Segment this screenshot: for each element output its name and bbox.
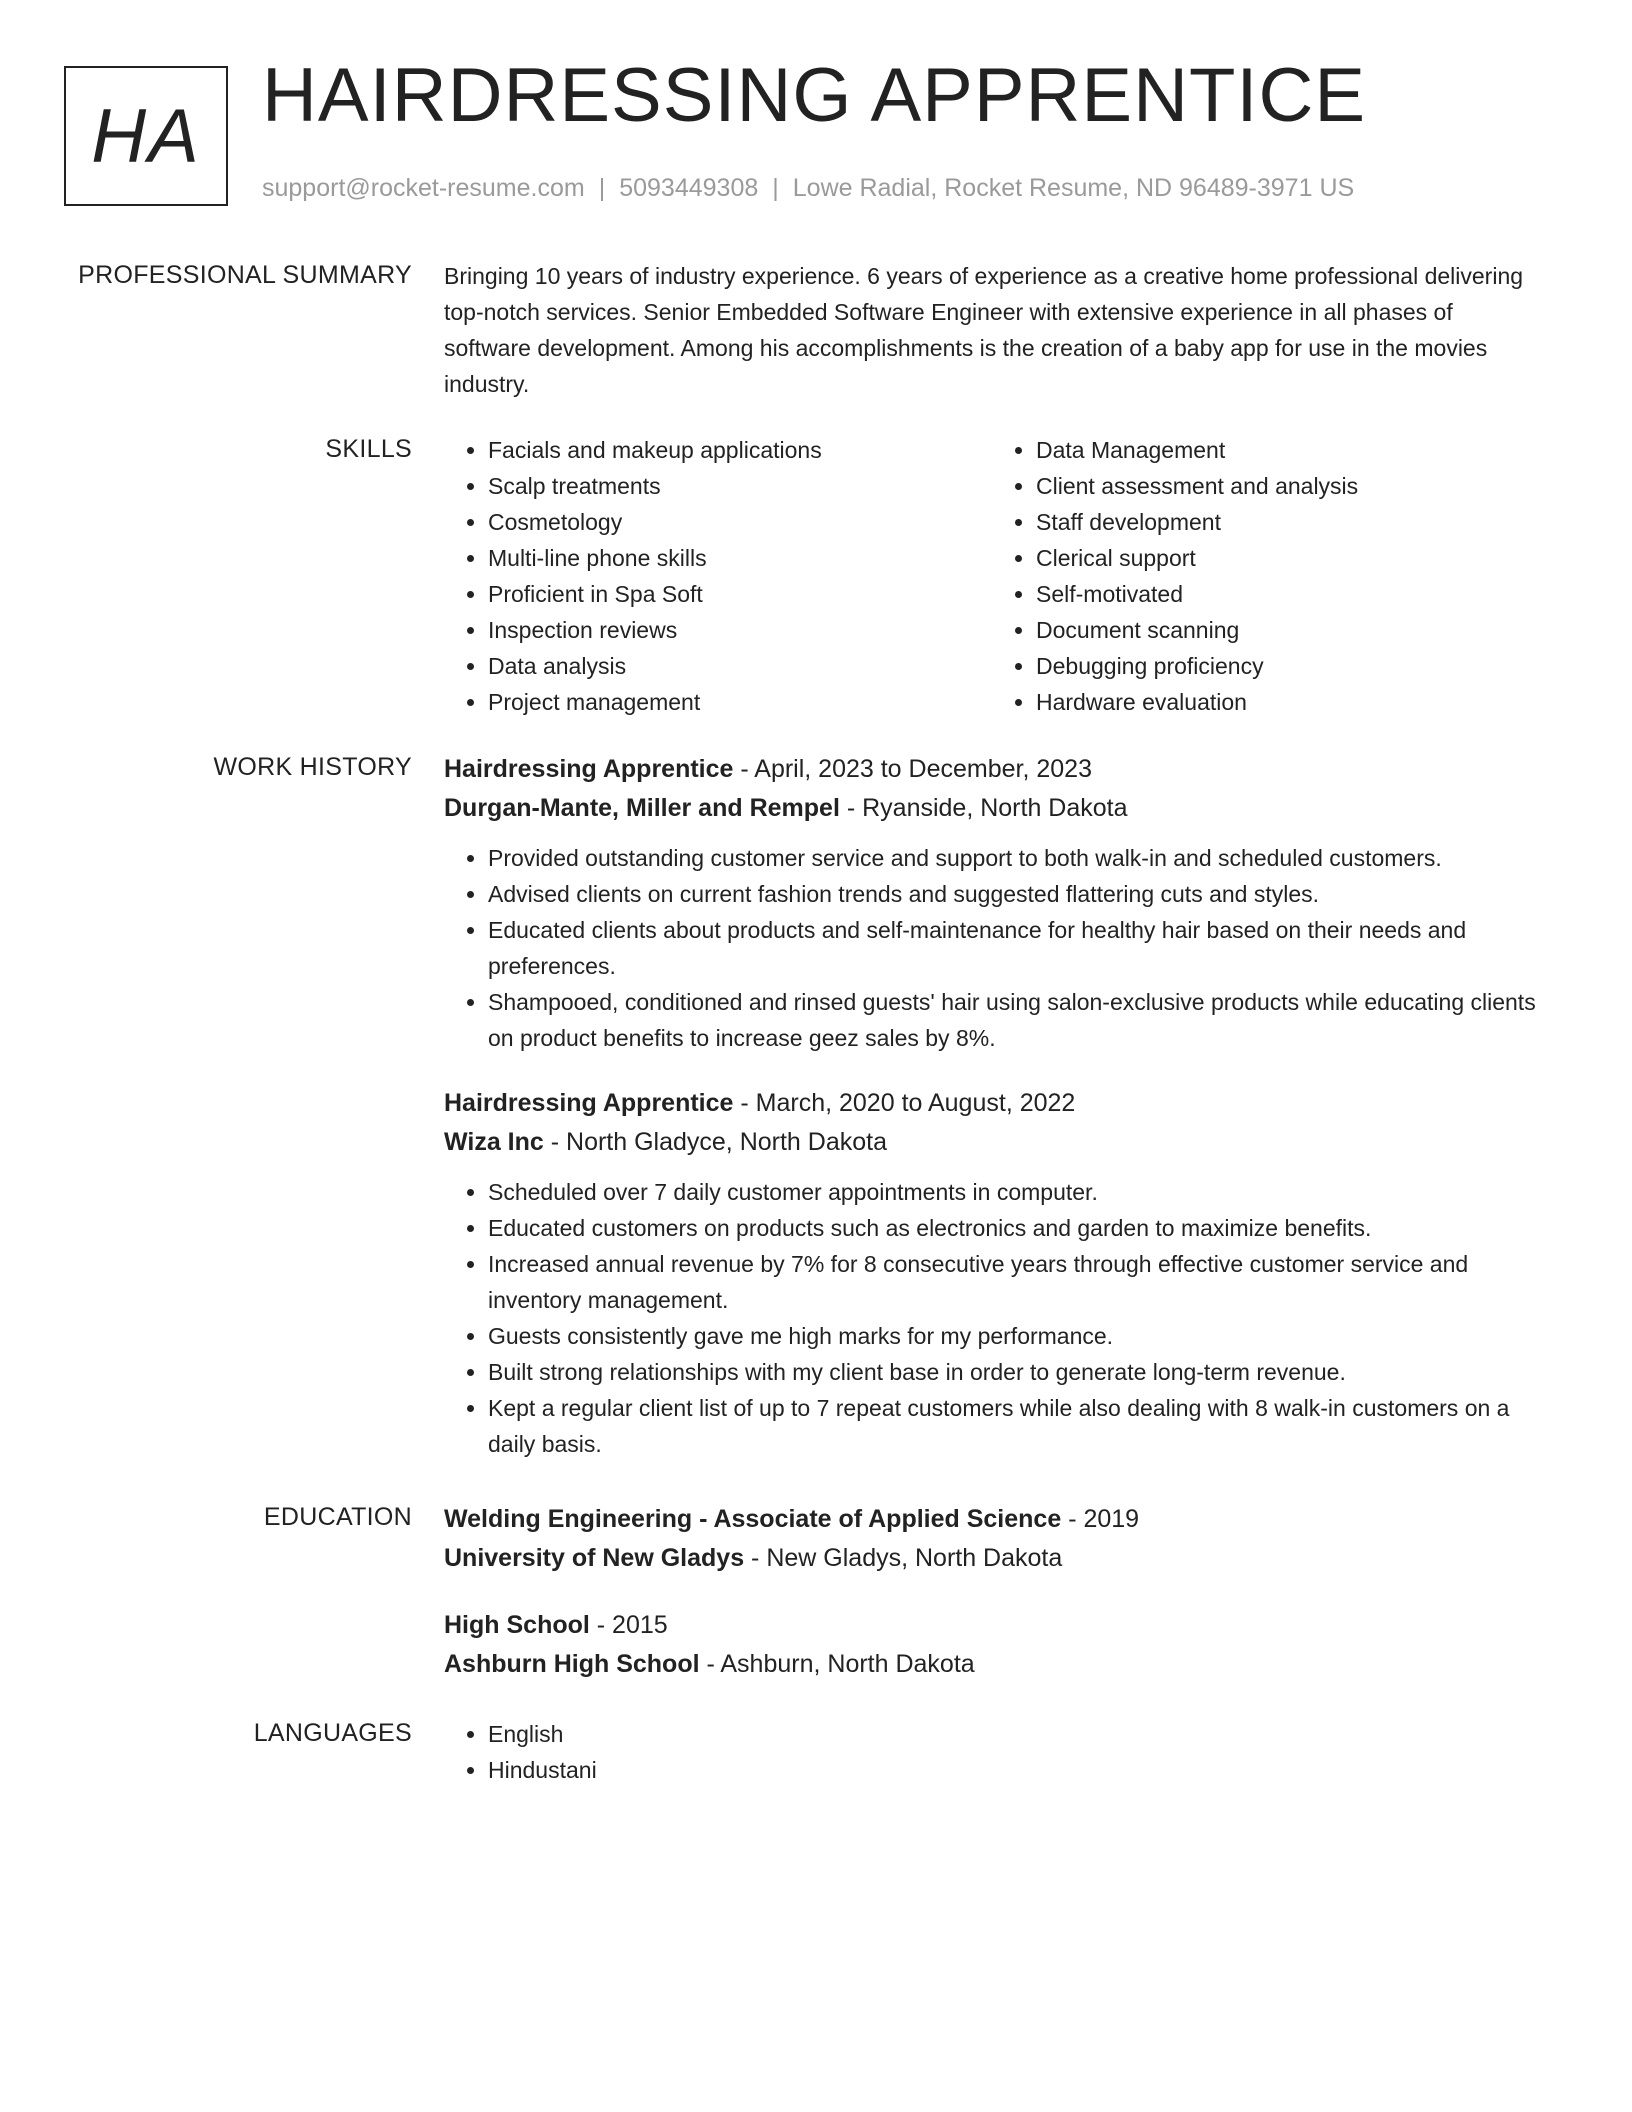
contact-line [262, 176, 1354, 201]
job-title-line [444, 1084, 1540, 1123]
monogram-box: HA [64, 66, 228, 206]
skill-item: • Document scanning [1036, 612, 1540, 648]
job-bullet: • Built strong relationships with my client base in order to generate long-term revenue. [488, 1354, 1540, 1390]
skill-item: • Staff development [1036, 504, 1540, 540]
job-bullet: • Educated clients about products and self-maintenance for healthy hair based on their needs and preferences. [488, 912, 1540, 984]
job-title: Hairdressing Apprentice [444, 755, 734, 783]
job-location: - North Gladyce, North Dakota [543, 1128, 887, 1156]
section-label-skills: SKILLS [325, 435, 412, 463]
education-school: Ashburn High School [444, 1650, 700, 1678]
contact-separator: | [598, 174, 606, 202]
skill-item: • Debugging proficiency [1036, 648, 1540, 684]
skill-item: • Scalp treatments [488, 468, 992, 504]
job-dates: - March, 2020 to August, 2022 [733, 1089, 1076, 1117]
job-bullet: • Increased annual revenue by 7% for 8 consecutive years through effective customer service and inventory management. [488, 1246, 1540, 1318]
job-entry [444, 750, 1540, 1056]
contact-email[interactable]: support@rocket-resume.com [262, 174, 585, 202]
job-bullet: • Advised clients on current fashion trends and suggested flattering cuts and styles. [488, 876, 1540, 912]
skills-list-right [992, 432, 1540, 720]
job-dates: - April, 2023 to December, 2023 [733, 755, 1092, 783]
job-bullet: • Guests consistently gave me high marks for my performance. [488, 1318, 1540, 1354]
skill-item: • Cosmetology [488, 504, 992, 540]
skill-item: • Facials and makeup applications [488, 432, 992, 468]
education-school-line [444, 1539, 1540, 1578]
work-history-body [444, 750, 1540, 1490]
education-entry [444, 1500, 1540, 1578]
job-bullets [444, 840, 1540, 1056]
section-label-summary: PROFESSIONAL SUMMARY [78, 261, 412, 289]
education-degree-line [444, 1606, 1540, 1645]
education-degree: Welding Engineering - Associate of Applied Science [444, 1505, 1062, 1533]
skill-item: • Self-motivated [1036, 576, 1540, 612]
skills-list-left [444, 432, 992, 720]
job-company: Durgan-Mante, Miller and Rempel [444, 794, 840, 822]
languages-body [444, 1716, 1540, 1788]
section-label-education: EDUCATION [263, 1503, 412, 1531]
education-school: University of New Gladys [444, 1544, 745, 1572]
job-bullet: • Educated customers on products such as electronics and garden to maximize benefits. [488, 1210, 1540, 1246]
skill-item: • Project management [488, 684, 992, 720]
language-item: • Hindustani [488, 1752, 1540, 1788]
skill-item: • Inspection reviews [488, 612, 992, 648]
summary-text: Bringing 10 years of industry experience. 6 years of experience as a creative home professional delivering top-notch services. Senior Embedded Software Engineer with extensive experience in all phases of software development. Among his accomplishments is the creation of a baby app for use in the movies industry. [444, 263, 1524, 397]
education-degree: High School [444, 1611, 590, 1639]
section-label-languages: LANGUAGES [253, 1719, 412, 1747]
languages-list [444, 1716, 1540, 1788]
job-company-line [444, 1123, 1540, 1162]
education-year: - 2015 [589, 1611, 668, 1639]
contact-address: Lowe Radial, Rocket Resume, ND 96489-3971 US [792, 174, 1355, 202]
job-bullet: • Scheduled over 7 daily customer appointments in computer. [488, 1174, 1540, 1210]
skill-item: • Multi-line phone skills [488, 540, 992, 576]
skill-item: • Hardware evaluation [1036, 684, 1540, 720]
section-label-work-history: WORK HISTORY [213, 753, 412, 781]
skill-item: • Client assessment and analysis [1036, 468, 1540, 504]
job-company-line [444, 789, 1540, 828]
education-body [444, 1500, 1540, 1712]
job-title-line [444, 750, 1540, 789]
skills-columns [444, 432, 1540, 720]
job-bullet: • Kept a regular client list of up to 7 repeat customers while also dealing with 8 walk-in customers on a daily basis. [488, 1390, 1540, 1462]
contact-phone: 5093449308 [619, 174, 759, 202]
job-bullet: • Provided outstanding customer service and support to both walk-in and scheduled customers. [488, 840, 1540, 876]
job-entry [444, 1084, 1540, 1462]
education-location: - New Gladys, North Dakota [744, 1544, 1063, 1572]
education-location: - Ashburn, North Dakota [699, 1650, 975, 1678]
contact-separator: | [772, 174, 779, 202]
summary-body [444, 258, 1540, 402]
skill-item: • Proficient in Spa Soft [488, 576, 992, 612]
education-school-line [444, 1645, 1540, 1684]
skill-item: • Clerical support [1036, 540, 1540, 576]
job-title: Hairdressing Apprentice [444, 1089, 734, 1117]
job-location: - Ryanside, North Dakota [839, 794, 1128, 822]
language-item: • English [488, 1716, 1540, 1752]
skill-item: • Data Management [1036, 432, 1540, 468]
skill-item: • Data analysis [488, 648, 992, 684]
education-year: - 2019 [1061, 1505, 1140, 1533]
education-entry [444, 1606, 1540, 1684]
job-company: Wiza Inc [444, 1128, 544, 1156]
page-title: HAIRDRESSING APPRENTICE [262, 53, 1367, 138]
job-bullet: • Shampooed, conditioned and rinsed guests' hair using salon-exclusive products while educating clients on product benefits to increase geez sales by 8%. [488, 984, 1540, 1056]
job-bullets [444, 1174, 1540, 1462]
education-degree-line [444, 1500, 1540, 1539]
skills-body [444, 432, 1540, 720]
